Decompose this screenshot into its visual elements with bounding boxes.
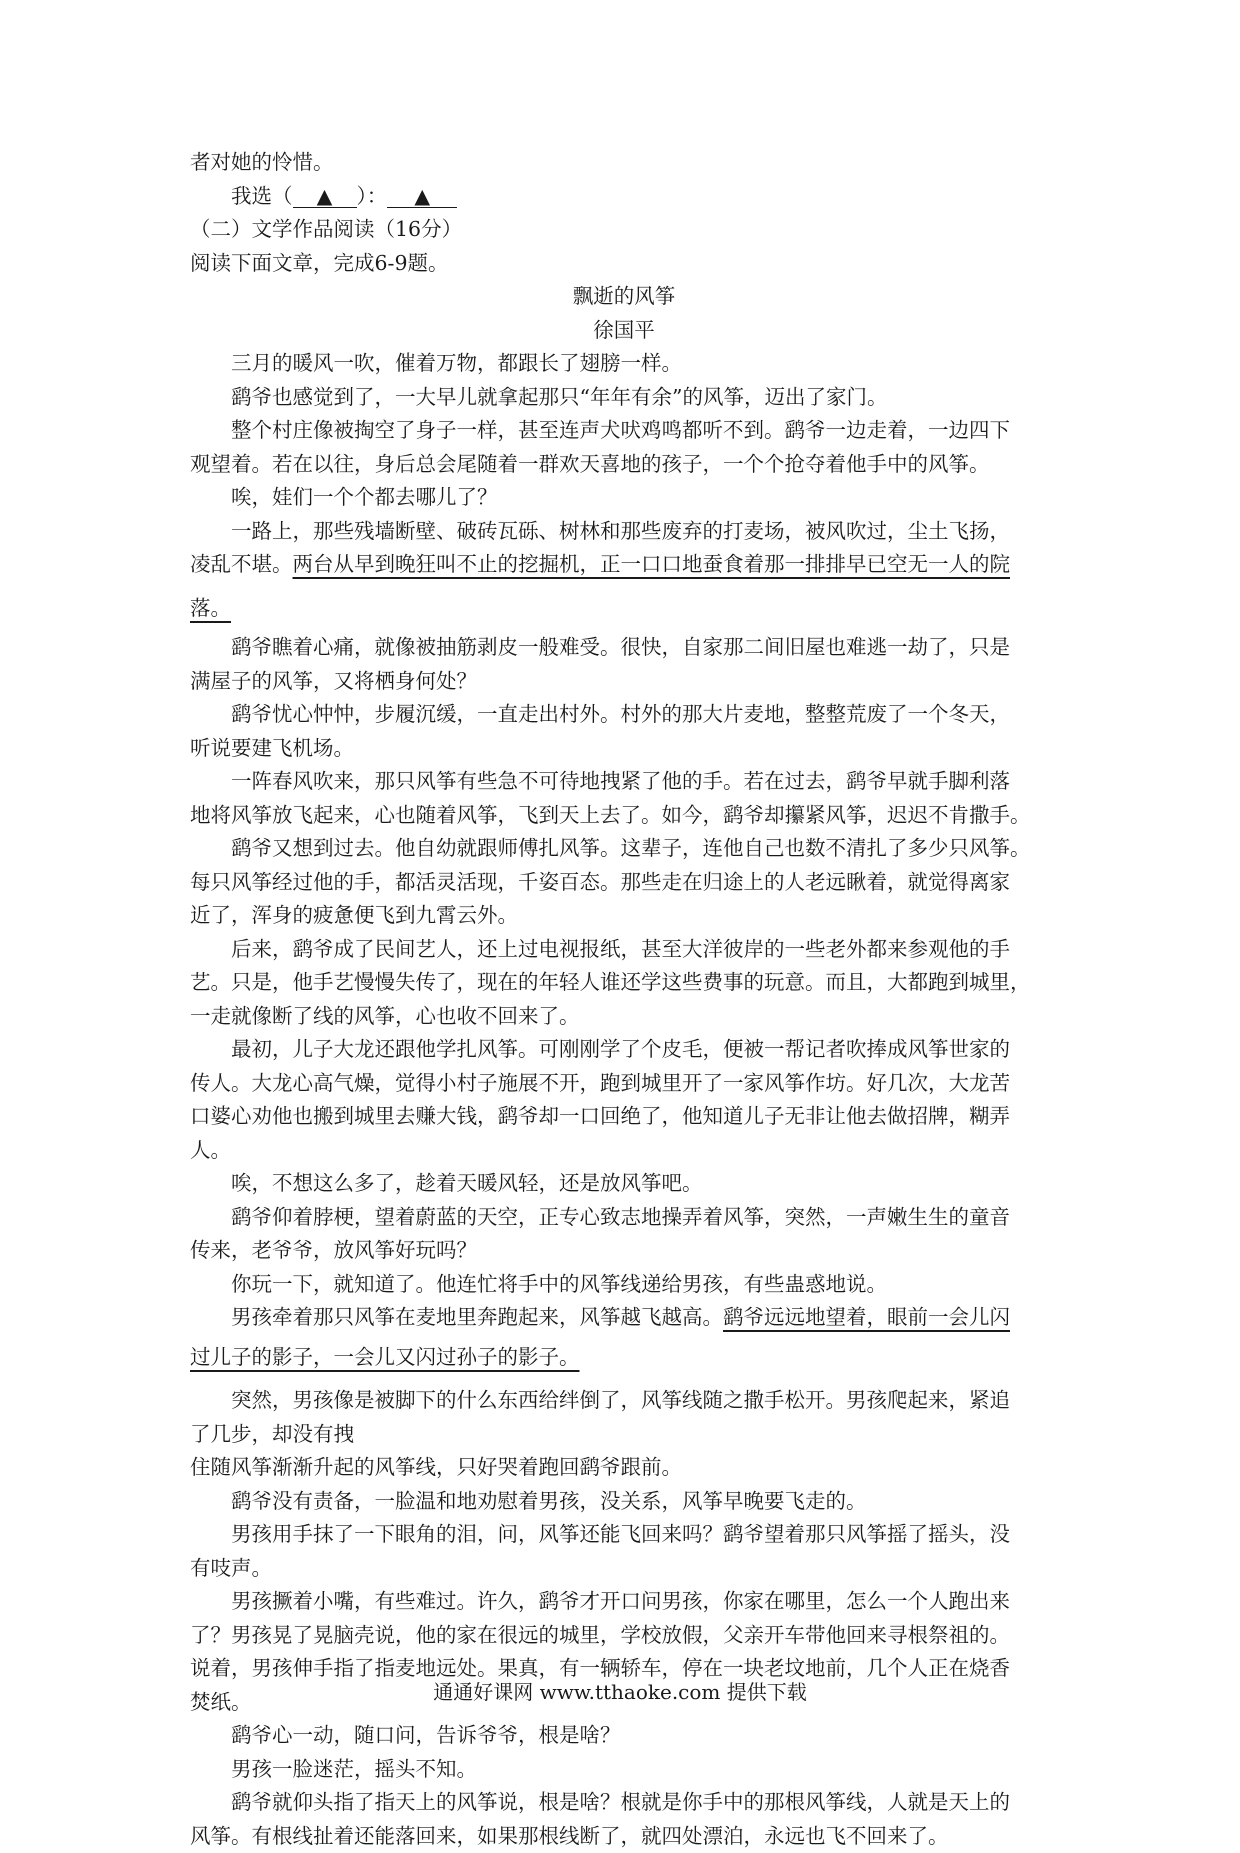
article-line: 三月的暖风一吹，催着万物，都跟长了翅膀一样。	[190, 347, 1058, 381]
blank-marker-2: ▲	[414, 184, 430, 208]
article-line: 有吱声。	[190, 1552, 1058, 1586]
article-paragraphs-1	[190, 347, 1058, 548]
underlined-sentence-2-tail-line	[190, 1341, 1058, 1375]
article-line: 焚纸。	[190, 1686, 1058, 1720]
article-line: 每只风筝经过他的手，都活灵活现，千姿百态。那些走在归途上的人老远瞅着，就觉得离家	[190, 866, 1058, 900]
page-content	[190, 146, 1058, 1853]
article-line: 你玩一下，就知道了。他连忙将手中的风筝线递给男孩，有些蛊惑地说。	[190, 1268, 1058, 1302]
article-line: 唉，娃们一个个都去哪儿了？	[190, 481, 1058, 515]
article-line: 鹞爷也感觉到了，一大早儿就拿起那只“年年有余”的风筝，迈出了家门。	[190, 381, 1058, 415]
article-line: 鹞爷仰着脖梗，望着蔚蓝的天空，正专心致志地操弄着风筝，突然，一声嫩生生的童音	[190, 1201, 1058, 1235]
plain-text: 男孩牵着那只风筝在麦地里奔跑起来，风筝越飞越高。	[231, 1305, 723, 1329]
article-line: 满屋子的风筝，又将栖身何处？	[190, 665, 1058, 699]
article-line: 艺。只是，他手艺慢慢失传了，现在的年轻人谁还学这些费事的玩意。而且，大都跑到城里，	[190, 966, 1058, 1000]
article-line: 了？男孩晃了晃脑壳说，他的家在很远的城里，学校放假，父亲开车带他回来寻根祭祖的。	[190, 1619, 1058, 1653]
article-line: 后来，鹞爷成了民间艺人，还上过电视报纸，甚至大洋彼岸的一些老外都来参观他的手	[190, 933, 1058, 967]
article-line: 鹞爷忧心忡忡，步履沉缓，一直走出村外。村外的那大片麦地，整整荒废了一个冬天，	[190, 698, 1058, 732]
reading-instruction: 阅读下面文章，完成6-9题。	[190, 247, 1058, 281]
article-line: 鹞爷心一动，随口问，告诉爷爷，根是啥？	[190, 1719, 1058, 1753]
article-line: 人。	[190, 1134, 1058, 1168]
underlined-sentence-2-line	[190, 1301, 1058, 1335]
article-line: 鹞爷又想到过去。他自幼就跟师傅扎风筝。这辈子，连他自己也数不清扎了多少只风筝。	[190, 832, 1058, 866]
plain-text: 凌乱不堪。	[190, 552, 293, 576]
underlined-sentence-2: 鹞爷远远地望着，眼前一会儿闪	[723, 1305, 1010, 1329]
article-paragraphs-2	[190, 631, 1058, 1301]
underlined-sentence-1: 两台从早到晚狂叫不止的挖掘机，正一口口地蚕食着那一排排早已空无一人的院	[293, 552, 1011, 576]
article-line: 鹞爷瞧着心痛，就像被抽筋剥皮一般难受。很快，自家那二间旧屋也难逃一劫了，只是	[190, 631, 1058, 665]
article-line: 听说要建飞机场。	[190, 732, 1058, 766]
article-line: 近了，浑身的疲惫便飞到九霄云外。	[190, 899, 1058, 933]
underlined-sentence-1-tail: 落。	[190, 596, 231, 620]
previous-question-tail: 者对她的怜惜。	[190, 146, 1058, 180]
article-line: 鹞爷就仰头指了指天上的风筝说，根是啥？根就是你手中的那根风筝线，人就是天上的	[190, 1786, 1058, 1820]
article-line: 一走就像断了线的风筝，心也收不回来了。	[190, 1000, 1058, 1034]
article-line: 突然，男孩像是被脚下的什么东西给绊倒了，风筝线随之撒手松开。男孩爬起来，紧追	[190, 1384, 1058, 1418]
choice-mid: ）：	[357, 184, 388, 208]
article-line: 说着，男孩伸手指了指麦地远处。果真，有一辆轿车，停在一块老坟地前，几个人正在烧香	[190, 1652, 1058, 1686]
article-line: 传人。大龙心高气燥，觉得小村子施展不开，跑到城里开了一家风筝作坊。好几次，大龙苦	[190, 1067, 1058, 1101]
underlined-sentence-1-line	[190, 548, 1058, 582]
choice-blank-1[interactable]	[293, 185, 357, 208]
article-line: 男孩用手抹了一下眼角的泪，问，风筝还能飞回来吗？鹞爷望着那只风筝摇了摇头，没	[190, 1518, 1058, 1552]
article-line: 男孩撅着小嘴，有些难过。许久，鹞爷才开口问男孩，你家在哪里，怎么一个人跑出来	[190, 1585, 1058, 1619]
article-line: 口婆心劝他也搬到城里去赚大钱，鹞爷却一口回绝了，他知道儿子无非让他去做招牌，糊弄	[190, 1100, 1058, 1134]
article-line: 观望着。若在以往，身后总会尾随着一群欢天喜地的孩子，一个个抢夺着他手中的风筝。	[190, 448, 1058, 482]
article-line: 了几步，却没有拽	[190, 1418, 1058, 1452]
article-line: 一路上，那些残墙断壁、破砖瓦砾、树林和那些废弃的打麦场，被风吹过，尘土飞扬，	[190, 515, 1058, 549]
article-line: 风筝。有根线扯着还能落回来，如果那根线断了，就四处漂泊，永远也飞不回来了。	[190, 1820, 1058, 1853]
article-author: 徐国平	[190, 314, 1058, 348]
article-line: 地将风筝放飞起来，心也随着风筝，飞到天上去了。如今，鹞爷却攥紧风筝，迟迟不肯撒手。	[190, 799, 1058, 833]
footer-credit: 通通好课网 www.tthaoke.com 提供下载	[0, 1678, 1240, 1706]
choice-line	[190, 180, 1058, 214]
article-line: 鹞爷没有责备，一脸温和地劝慰着男孩，没关系，风筝早晚要飞走的。	[190, 1485, 1058, 1519]
choice-prefix: 我选（	[231, 184, 293, 208]
article-line: 一阵春风吹来，那只风筝有些急不可待地拽紧了他的手。若在过去，鹞爷早就手脚利落	[190, 765, 1058, 799]
article-line: 住随风筝渐渐升起的风筝线，只好哭着跑回鹞爷跟前。	[190, 1451, 1058, 1485]
underlined-sentence-1-tail-line	[190, 592, 1058, 626]
blank-marker-1: ▲	[317, 184, 333, 208]
choice-blank-2[interactable]	[387, 185, 457, 208]
article-line: 最初，儿子大龙还跟他学扎风筝。可刚刚学了个皮毛，便被一帮记者吹捧成风筝世家的	[190, 1033, 1058, 1067]
section-title: （二）文学作品阅读（16分）	[190, 213, 1058, 247]
article-line: 唉，不想这么多了，趁着天暖风轻，还是放风筝吧。	[190, 1167, 1058, 1201]
article-line: 男孩一脸迷茫，摇头不知。	[190, 1753, 1058, 1787]
article-line: 传来，老爷爷，放风筝好玩吗？	[190, 1234, 1058, 1268]
article-paragraphs-3	[190, 1384, 1058, 1853]
article-title: 飘逝的风筝	[190, 280, 1058, 314]
underlined-sentence-2-tail: 过儿子的影子，一会儿又闪过孙子的影子。	[190, 1345, 580, 1369]
article-line: 整个村庄像被掏空了身子一样，甚至连声犬吠鸡鸣都听不到。鹞爷一边走着，一边四下	[190, 414, 1058, 448]
